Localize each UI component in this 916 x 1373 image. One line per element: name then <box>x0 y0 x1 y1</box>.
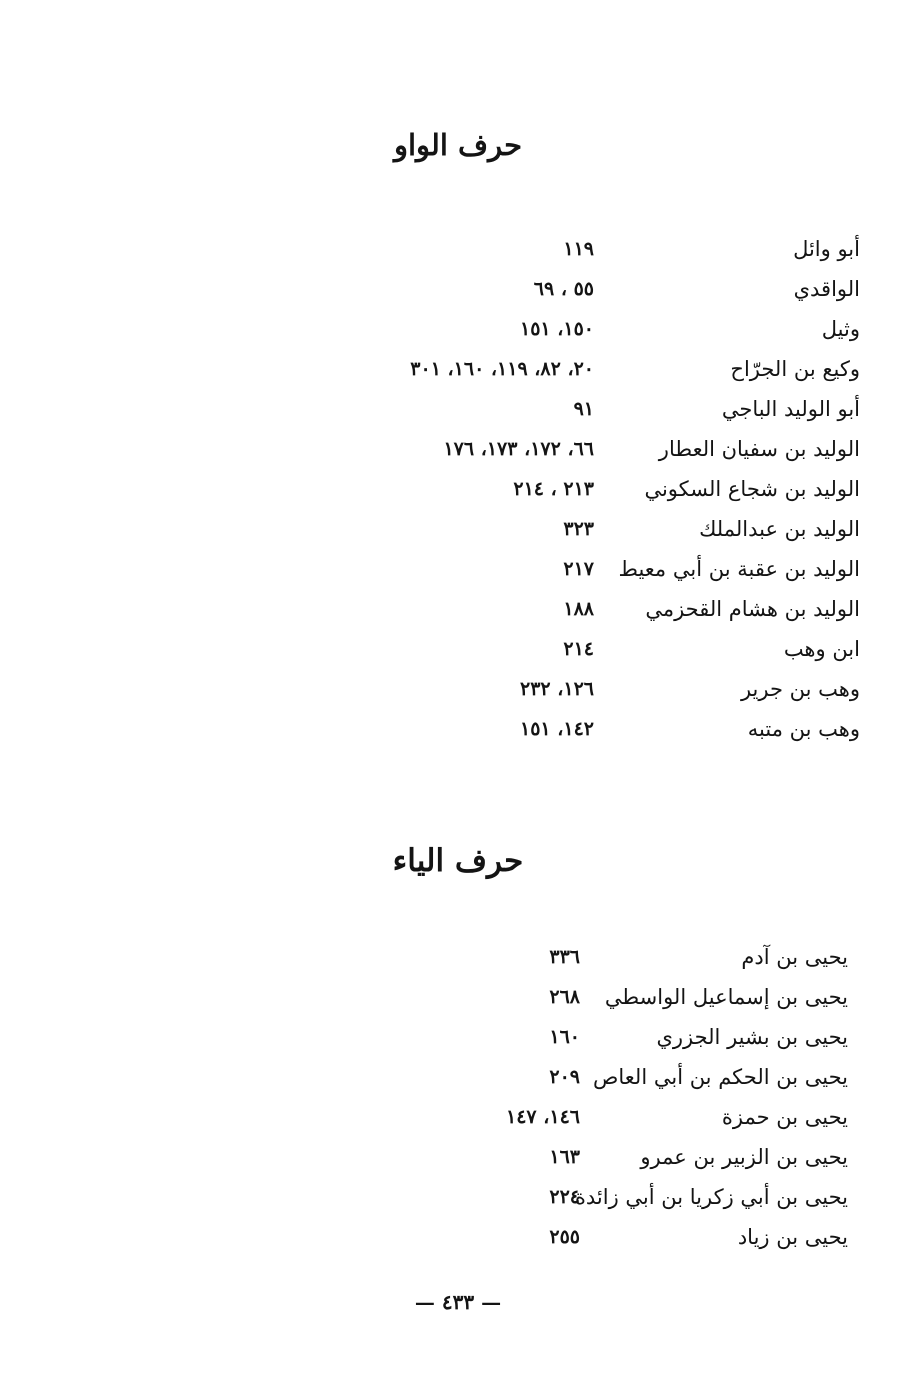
index-entry <box>0 1179 916 1215</box>
entry-name: يحيى بن الحكم بن أبي العاص <box>593 1065 848 1089</box>
entry-pages: ١٢٦، ٢٣٢ <box>520 678 594 700</box>
entry-name: الوليد بن هشام القحزمي <box>645 597 860 621</box>
entry-name: وكيع بن الجرّاح <box>730 357 860 381</box>
entry-name: يحيى بن آدم <box>741 945 848 969</box>
index-entry <box>0 591 916 627</box>
entry-pages: ٢١٣ ، ٢١٤ <box>513 478 594 500</box>
index-entry <box>0 1099 916 1135</box>
entry-name: يحيى بن الزبير بن عمرو <box>640 1145 848 1169</box>
entry-pages: ٣٣٦ <box>549 946 580 968</box>
entry-pages: ٥٥ ، ٦٩ <box>533 278 594 300</box>
index-entry <box>0 1219 916 1255</box>
entry-name: أبو الوليد الباجي <box>721 397 860 421</box>
entry-name: ابن وهب <box>783 637 860 661</box>
index-entry <box>0 1059 916 1095</box>
entry-pages: ١٤٦، ١٤٧ <box>506 1106 580 1128</box>
section-title-waw: حرف الواو <box>393 128 523 162</box>
index-entry <box>0 1139 916 1175</box>
entry-pages: ٢٠، ٨٢، ١١٩، ١٦٠، ٣٠١ <box>410 358 594 380</box>
entry-pages: ١١٩ <box>563 238 594 260</box>
index-entry <box>0 391 916 427</box>
entry-pages: ١٥٠، ١٥١ <box>520 318 594 340</box>
index-entry <box>0 231 916 267</box>
index-entry <box>0 711 916 747</box>
entry-pages: ٢٦٨ <box>549 986 580 1008</box>
entry-pages: ٢١٤ <box>563 638 594 660</box>
index-entry <box>0 671 916 707</box>
entry-name: وهب بن جرير <box>740 677 860 701</box>
entry-name: يحيى بن حمزة <box>721 1105 848 1129</box>
section-title-ya: حرف الياء <box>392 843 524 879</box>
entry-name: يحيى بن بشير الجزري <box>656 1025 848 1049</box>
index-entry <box>0 271 916 307</box>
index-entry <box>0 551 916 587</box>
index-entry <box>0 351 916 387</box>
index-entry <box>0 1019 916 1055</box>
entry-name: يحيى بن إسماعيل الواسطي <box>604 985 848 1009</box>
entry-name: الواقدي <box>793 277 860 301</box>
index-entry <box>0 431 916 467</box>
entry-pages: ٢٢٤ <box>549 1186 580 1208</box>
entry-name: أبو وائل <box>793 237 860 261</box>
entry-pages: ١٦٠ <box>549 1026 580 1048</box>
index-entry <box>0 631 916 667</box>
entry-name: وثيل <box>821 317 860 341</box>
entry-name: يحيى بن زياد <box>737 1225 848 1249</box>
entry-name: الوليد بن سفيان العطار <box>658 437 860 461</box>
entry-pages: ٢٠٩ <box>549 1066 580 1088</box>
index-entry <box>0 511 916 547</box>
entry-pages: ١٦٣ <box>549 1146 580 1168</box>
entry-name: وهب بن متبه <box>747 717 860 741</box>
entry-name: الوليد بن شجاع السكوني <box>644 477 860 501</box>
entry-pages: ١٨٨ <box>563 598 594 620</box>
entry-name: الوليد بن عقبة بن أبي معيط <box>618 557 860 581</box>
index-entry <box>0 979 916 1015</box>
entry-pages: ٣٢٣ <box>563 518 594 540</box>
entry-pages: ٢٥٥ <box>549 1226 580 1248</box>
page-number: — ٤٣٣ — <box>414 1290 502 1314</box>
index-entry <box>0 939 916 975</box>
entry-name: الوليد بن عبدالملك <box>699 517 860 541</box>
entry-pages: ٦٦، ١٧٢، ١٧٣، ١٧٦ <box>443 438 594 460</box>
index-entry <box>0 471 916 507</box>
index-entry <box>0 311 916 347</box>
entry-name: يحيى بن أبي زكريا بن أبي زائدة <box>574 1185 848 1209</box>
entry-pages: ١٤٢، ١٥١ <box>520 718 594 740</box>
entry-pages: ٩١ <box>573 398 594 420</box>
entry-pages: ٢١٧ <box>563 558 594 580</box>
